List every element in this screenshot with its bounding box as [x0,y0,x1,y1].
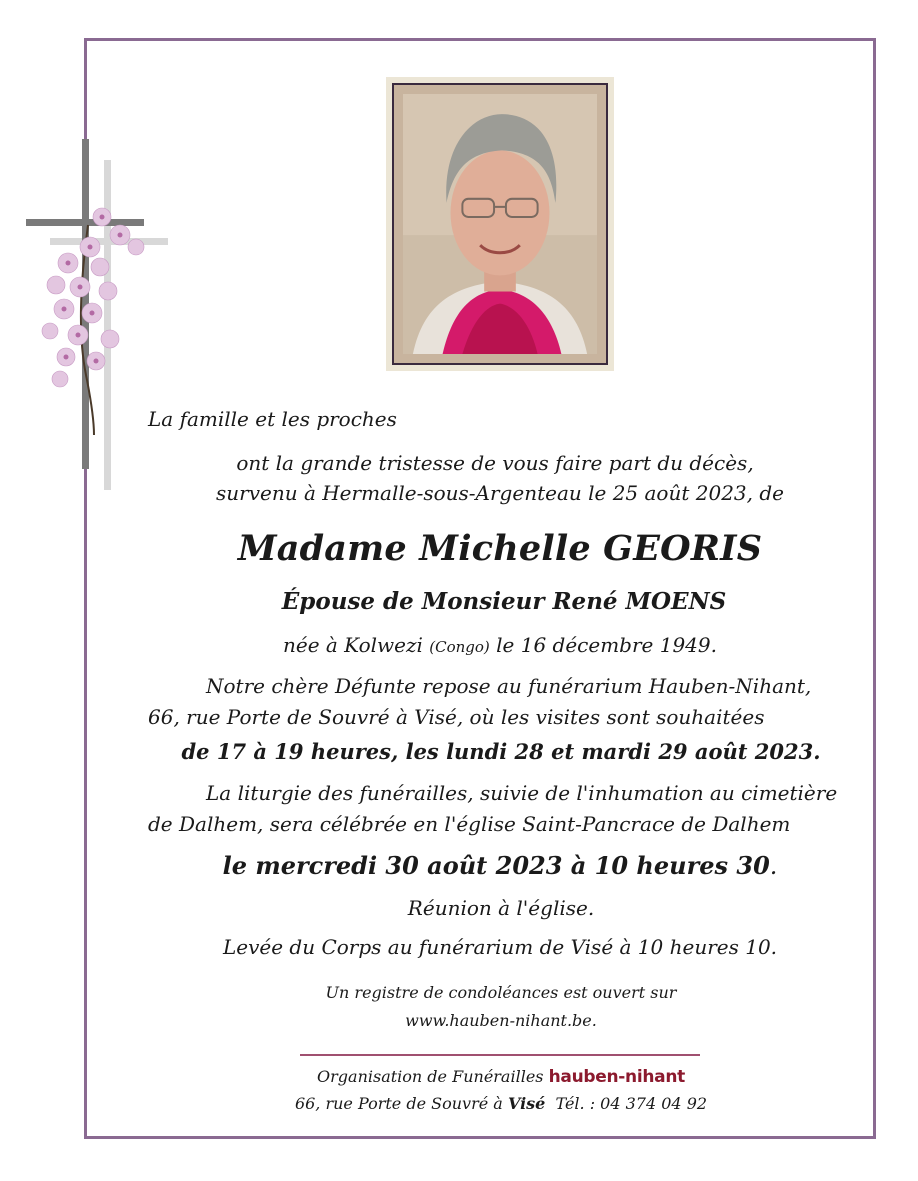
organizer-label: Organisation de Funérailles [317,1067,544,1086]
death-place-line: survenu à Hermalle-sous-Argenteau le 25 août 2023, de [215,481,784,505]
intro-line: La famille et les proches [148,407,397,431]
brand-logo: hauben-nihant [548,1067,685,1087]
organizer-line [0,1067,918,1087]
birth-country: (Congo) [429,638,490,656]
portrait-photo [403,94,597,354]
address-city: Visé [507,1094,546,1113]
cross-with-orchids-icon [20,135,180,495]
visiting-hours: de 17 à 19 heures, les lundi 28 et mardi 29 août 2023. [181,739,821,764]
address-street: 66, rue Porte de Souvré à [294,1094,503,1113]
levee-line: Levée du Corps au funérarium de Visé à 10 heures 10. [222,935,778,959]
birth-date: le 16 décembre 1949. [496,633,717,657]
phone-number: Tél. : 04 374 04 92 [555,1094,708,1113]
announcement-line: ont la grande tristesse de vous faire part du décès, [236,451,754,475]
liturgy-line-1: La liturgie des funérailles, suivie de l'inhumation au cimetière [206,781,838,805]
register-line-1: Un registre de condoléances est ouvert sur [325,983,677,1002]
liturgy-line-2: de Dalhem, sera célébrée en l'église Saint-Pancrace de Dalhem [148,812,791,836]
service-date-period: . [769,852,778,880]
reunion-line: Réunion à l'église. [407,896,595,920]
rest-line-2: 66, rue Porte de Souvré à Visé, où les visites sont souhaitées [148,705,765,729]
service-date [0,851,918,880]
spouse-line: Épouse de Monsieur René MOENS [281,588,727,615]
footer-divider [300,1054,700,1056]
birth-prefix: née à Kolwezi [282,633,423,657]
register-url[interactable]: www.hauben-nihant.be. [405,1011,597,1030]
address-line [0,1094,918,1113]
portrait-frame [386,77,614,371]
service-date-text: le mercredi 30 août 2023 à 10 heures 30 [222,851,770,880]
rest-line-1: Notre chère Défunte repose au funérarium Hauben-Nihant, [206,674,812,698]
deceased-name: Madame Michelle GEORIS [237,528,763,569]
birth-line [0,633,918,657]
